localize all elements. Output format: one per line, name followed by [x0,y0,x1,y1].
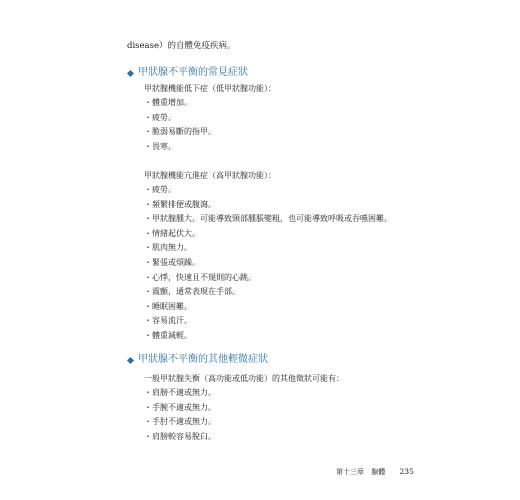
footer-topic: 腺體 [371,468,386,476]
section-heading-mild-symptoms [127,353,268,367]
mild-symptoms-intro: 一般甲狀腺失衡（高功能或低功能）的其他徵狀可能有： [144,374,344,383]
list-item: ・震顫，通常表現在手部。 [144,287,240,297]
hypothyroid-title: 甲狀腺機能低下症（低甲狀腺功能）： [144,84,276,93]
section-heading-text: 甲狀腺不平衡的常見症狀 [138,67,248,78]
list-item: ・心悸，快速且不規則的心跳。 [144,272,256,282]
list-item: ・手肘不適或無力。 [144,417,216,427]
list-item: ・肩膀不適或無力。 [144,388,216,397]
list-item: ・睡眠困難。 [144,301,192,311]
list-item: ・甲狀腺腫大。可能導致頸部腫脹變粗，也可能導致呼吸或吞嚥困難。 [144,214,392,224]
diamond-bullet-icon [127,69,134,76]
hyperthyroid-title: 甲狀腺機能亢進症（高甲狀腺功能）： [144,171,276,180]
list-item: ・肩膀較容易脫臼。 [144,431,216,441]
section-heading-common-symptoms [127,66,248,80]
list-item: ・疲勞。 [144,112,176,122]
list-item: ・肌肉無力。 [144,243,192,253]
page-footer [336,467,414,477]
diamond-bullet-icon [127,356,134,363]
hypothyroid-symptom-list [144,96,216,154]
list-item: ・頻繁排便或腹瀉。 [144,199,216,209]
page-number: 235 [399,467,414,476]
list-item: ・畏寒。 [144,141,176,151]
intro-text: disease）的自體免疫疾病。 [127,41,236,51]
list-item: ・容易流汗。 [144,316,192,326]
list-item: ・手腕不適或無力。 [144,402,216,412]
list-item: ・體重減輕。 [144,330,192,340]
hyperthyroid-symptom-list [144,183,392,344]
list-item: ・疲勞。 [144,185,176,194]
section-heading-text: 甲狀腺不平衡的其他輕微症狀 [138,354,268,365]
list-item: ・緊張或煩躁。 [144,257,200,267]
footer-chapter: 第十三章 [336,468,364,476]
list-item: ・脆弱易斷的指甲。 [144,127,216,137]
list-item: ・情緒起伏大。 [144,228,200,238]
list-item: ・體重增加。 [144,98,192,107]
mild-symptom-list [144,386,216,444]
